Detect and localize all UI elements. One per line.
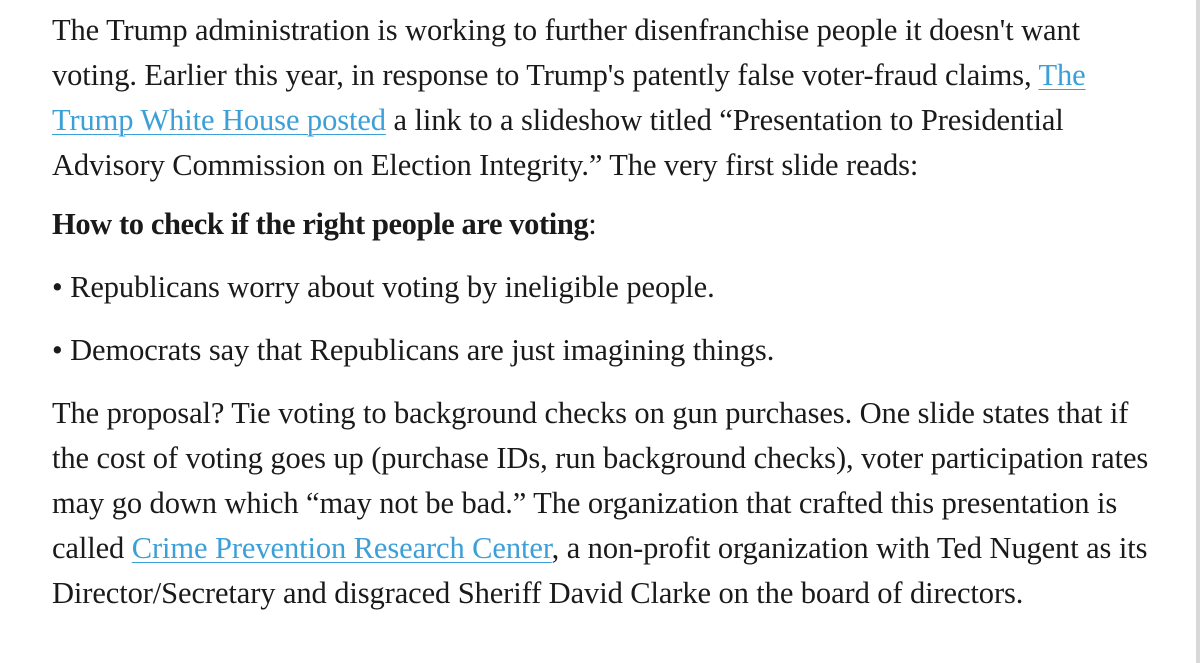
intro-text-start: The Trump administration is working to further disenfranchise people it doesn't want voting. Earlier this year, in response to Trump's patently false voter-fraud claims, bbox=[52, 13, 1080, 92]
bullet-republicans: • Republicans worry about voting by ineligible people. bbox=[52, 270, 715, 304]
article-body bbox=[52, 8, 1172, 616]
proposal-text-start: The proposal? Tie voting to background checks on gun purchases. One slide states that if the cost of voting goes up (purchase IDs, run background checks), voter participation rates may go down which “may not be bad.” The organization that crafted this presentation is called bbox=[52, 396, 1149, 565]
crime-prevention-research-center-link[interactable]: Crime Prevention Research Center bbox=[131, 531, 552, 565]
slide-heading-colon: : bbox=[588, 207, 597, 241]
intro-paragraph bbox=[52, 8, 1172, 188]
proposal-paragraph bbox=[52, 391, 1172, 616]
proposal-text-end: , a non-profit organization with Ted Nugent as its Director/Secretary and disgraced Sheriff David Clarke on the board of directors. bbox=[52, 531, 1148, 610]
slide-heading bbox=[52, 202, 1172, 247]
white-house-post-link[interactable]: The Trump White House posted bbox=[52, 58, 1086, 137]
slide-heading-bold: How to check if the right people are voting bbox=[52, 207, 589, 241]
intro-text-end: a link to a slideshow titled “Presentation to Presidential Advisory Commission on Election Integrity.” The very first slide reads: bbox=[52, 103, 1064, 182]
bullet-democrats: • Democrats say that Republicans are just imagining things. bbox=[52, 333, 775, 367]
